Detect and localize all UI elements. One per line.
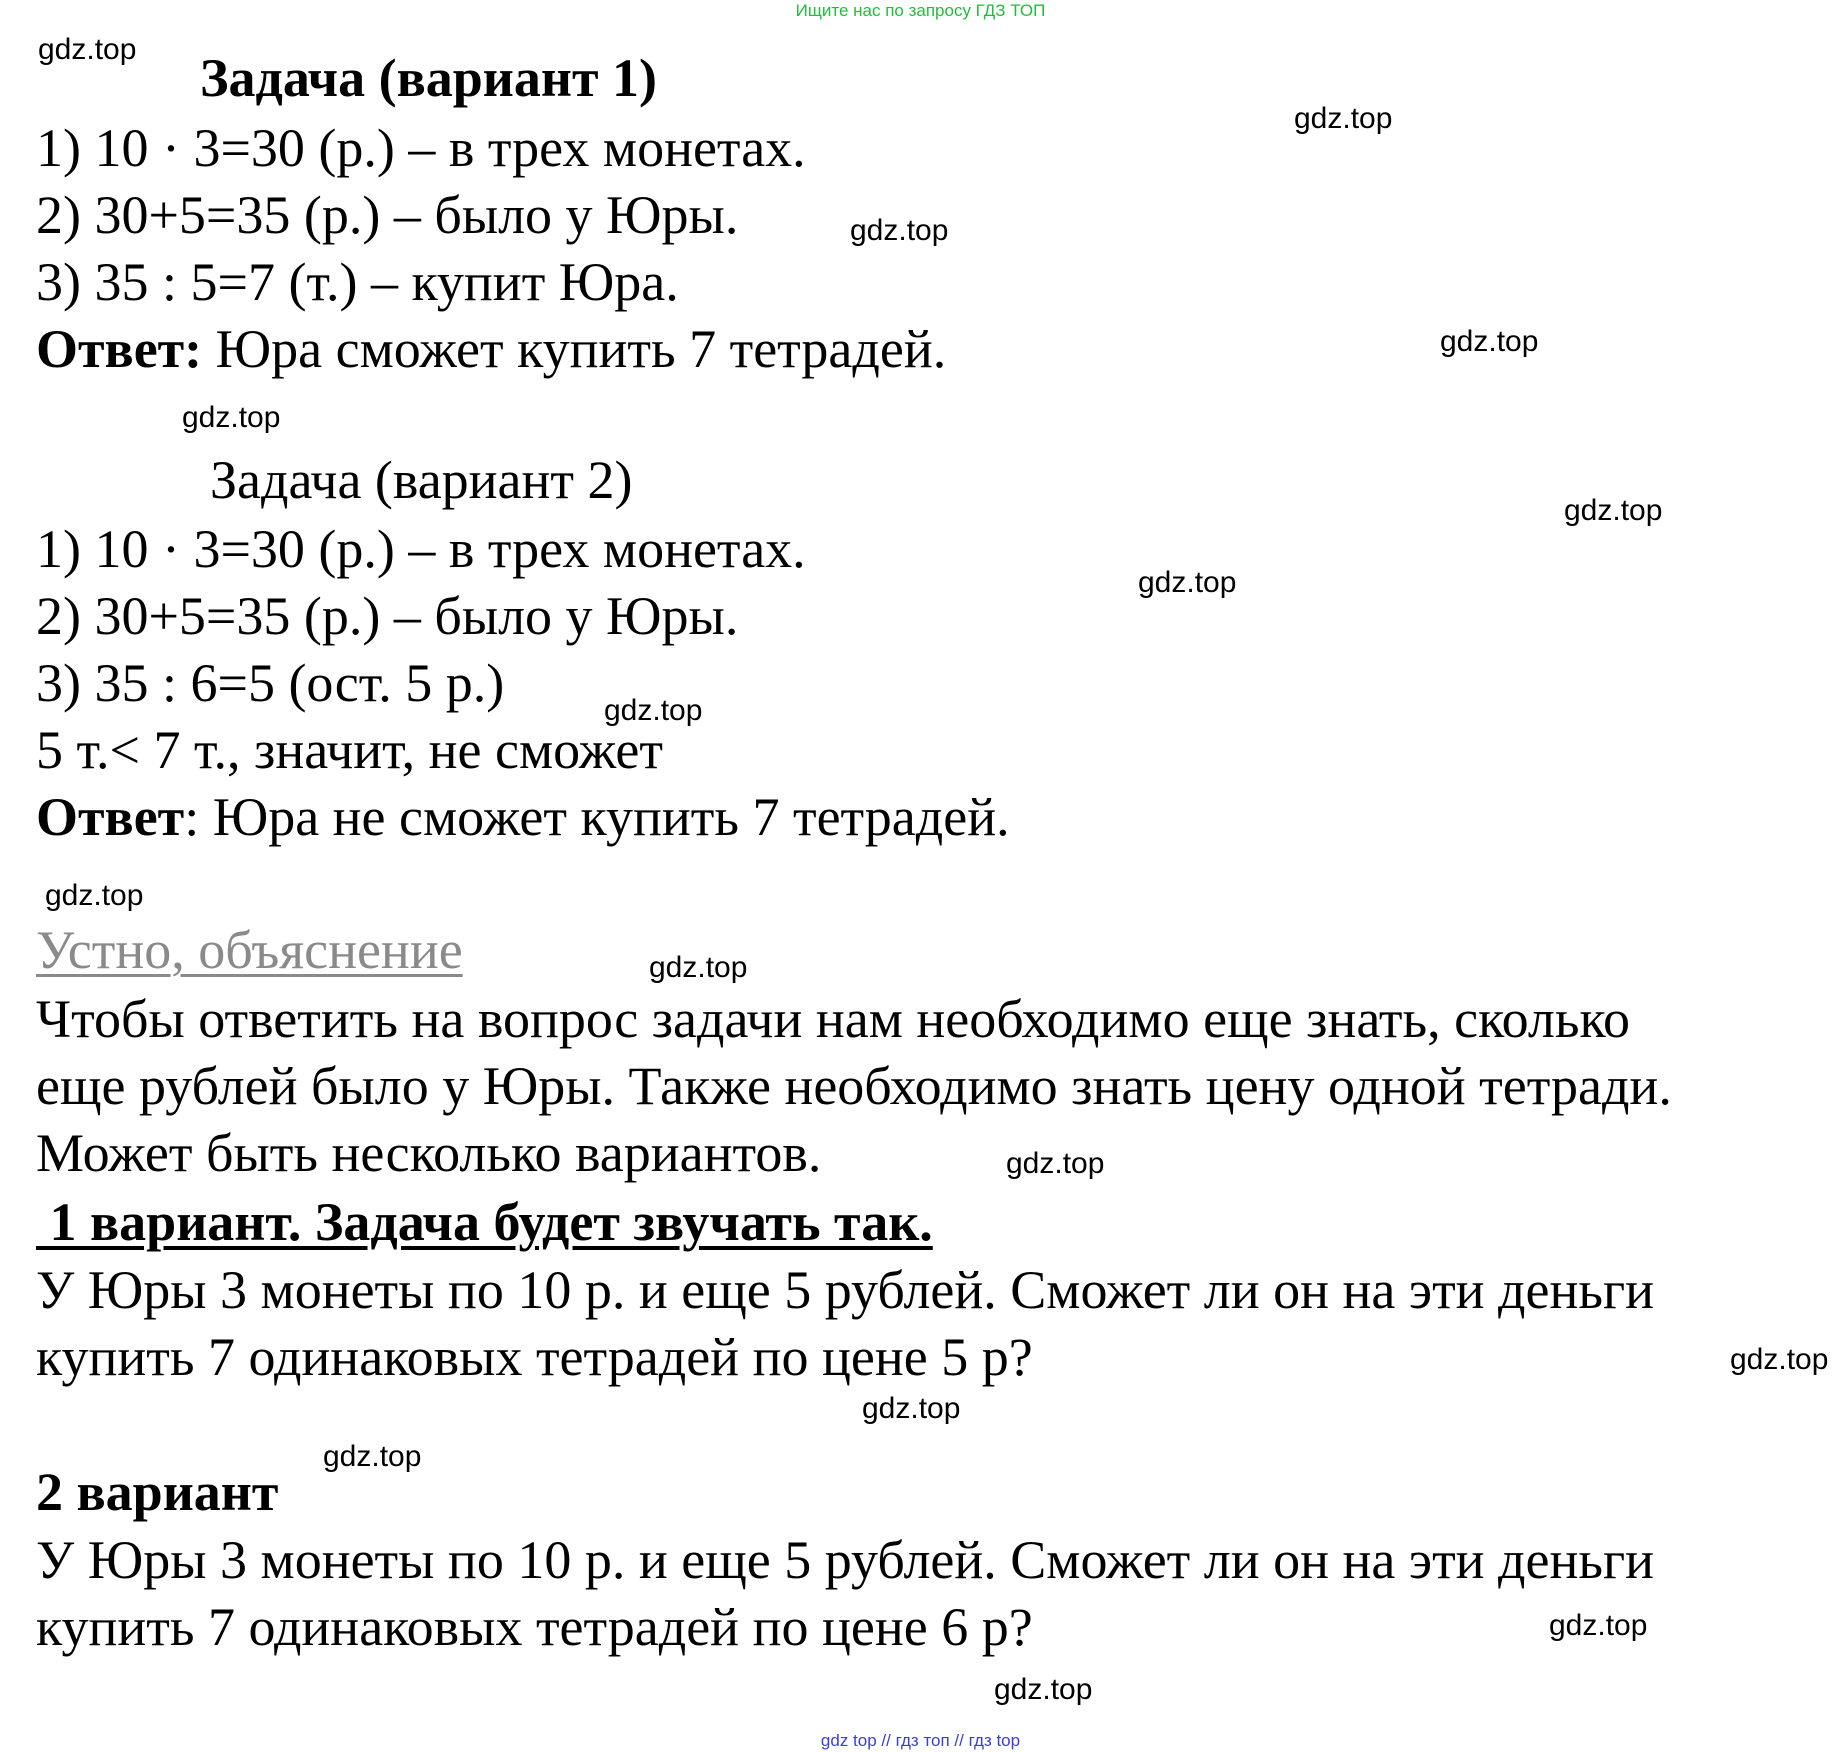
- variant1-step-2: 2) 30+5=35 (р.) – было у Юры.: [36, 185, 739, 245]
- watermark: gdz.top: [1549, 1609, 1648, 1642]
- option1-heading: 1 вариант. Задача будет звучать так.: [36, 1192, 933, 1252]
- variant2-answer-text: : Юра не сможет купить 7 тетрадей.: [184, 787, 1010, 847]
- option2-line-1: У Юры 3 монеты по 10 р. и еще 5 рублей. Сможет ли он на эти деньги: [36, 1530, 1655, 1590]
- variant2-step-2: 2) 30+5=35 (р.) – было у Юры.: [36, 586, 739, 646]
- variant2-title: Задача (вариант 2): [210, 450, 633, 510]
- watermark: gdz.top: [604, 694, 703, 727]
- variant1-title: Задача (вариант 1): [200, 48, 658, 108]
- watermark: gdz.top: [1138, 566, 1237, 599]
- watermark: gdz.top: [1564, 494, 1663, 527]
- variant2-step-1: 1) 10 · 3=30 (р.) – в трех монетах.: [36, 519, 806, 579]
- watermark: gdz.top: [45, 879, 144, 912]
- variant1-answer-label: Ответ:: [36, 319, 203, 379]
- top-banner[interactable]: [0, 0, 1841, 22]
- variant2-answer: [36, 787, 1010, 847]
- watermark: gdz.top: [1440, 325, 1539, 358]
- option2-heading: 2 вариант: [36, 1462, 279, 1522]
- option2-line-2: купить 7 одинаковых тетрадей по цене 6 р?: [36, 1597, 1033, 1657]
- bottom-banner[interactable]: [0, 1730, 1841, 1752]
- option1-line-2: купить 7 одинаковых тетрадей по цене 5 р?: [36, 1327, 1033, 1387]
- option1-line-1: У Юры 3 монеты по 10 р. и еще 5 рублей. Сможет ли он на эти деньги: [36, 1260, 1655, 1320]
- watermark: gdz.top: [38, 33, 137, 66]
- oral-line-3: Может быть несколько вариантов.: [36, 1123, 822, 1183]
- variant1-answer: [36, 319, 946, 379]
- oral-heading: Устно, объяснение: [36, 920, 463, 980]
- watermark: gdz.top: [649, 951, 748, 984]
- variant2-step-4: 5 т.< 7 т., значит, не сможет: [36, 720, 663, 780]
- watermark: gdz.top: [862, 1392, 961, 1425]
- variant1-step-3: 3) 35 : 5=7 (т.) – купит Юра.: [36, 252, 679, 312]
- variant1-answer-text: Юра сможет купить 7 тетрадей.: [202, 319, 947, 379]
- top-banner-link[interactable]: Ищите нас по запросу ГДЗ ТОП: [795, 1, 1046, 20]
- watermark: gdz.top: [1294, 102, 1393, 135]
- variant1-step-1: 1) 10 · 3=30 (р.) – в трех монетах.: [36, 118, 806, 178]
- watermark: gdz.top: [994, 1673, 1093, 1706]
- variant2-step-3: 3) 35 : 6=5 (ост. 5 р.): [36, 653, 505, 713]
- bottom-banner-link[interactable]: gdz top // гдз топ // гдз top: [820, 1731, 1021, 1750]
- watermark: gdz.top: [182, 401, 281, 434]
- oral-line-1: Чтобы ответить на вопрос задачи нам необходимо еще знать, сколько: [36, 989, 1630, 1049]
- watermark: gdz.top: [850, 214, 949, 247]
- watermark: gdz.top: [1006, 1147, 1105, 1180]
- oral-line-2: еще рублей было у Юры. Также необходимо знать цену одной тетради.: [36, 1056, 1672, 1116]
- watermark: gdz.top: [323, 1440, 422, 1473]
- variant2-answer-label: Ответ: [36, 787, 185, 847]
- watermark: gdz.top: [1730, 1343, 1829, 1376]
